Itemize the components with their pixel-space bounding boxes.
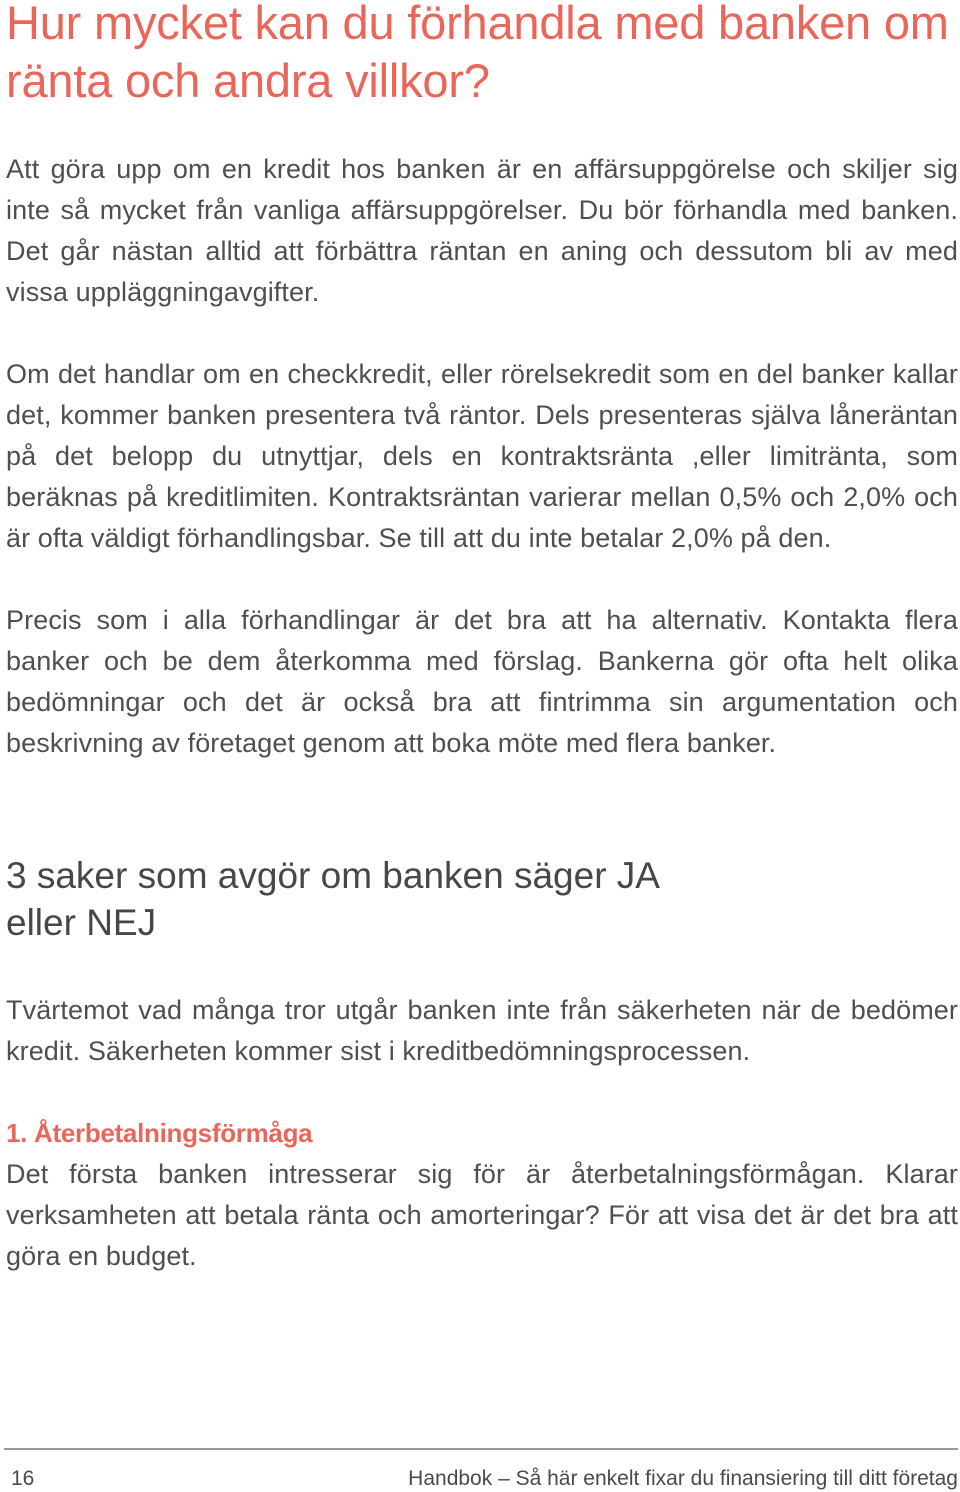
footer-title: Handbok – Så här enkelt fixar du finansiering till ditt företag — [408, 1467, 958, 1490]
page-number: 16 — [11, 1467, 35, 1490]
paragraph-alternatives: Precis som i alla förhandlingar är det bra att ha alternativ. Kontakta flera banker och be dem återkomma med förslag. Bankerna gör ofta helt olika bedömningar och det är också bra att fintrimma sin argumentation och beskrivning av företaget genom att boka möte med flera banker. — [6, 605, 958, 758]
footer-divider — [4, 1448, 958, 1450]
paragraph-checkkredit: Om det handlar om en checkkredit, eller rörelsekredit som en del banker kallar det, kommer banken presentera två räntor. Dels presenteras själva låneräntan på det belopp du utnyttjar, dels en kontraktsränta ,eller limitränta, som beräknas på kreditlimiten. Kontraktsräntan varierar mellan 0,5% och 2,0% och är ofta väldigt förhandlingsbar. Se till att du inte betalar 2,0% på den. — [6, 359, 958, 553]
section-heading: 3 saker som avgör om banken säger JA eller NEJ — [6, 855, 658, 943]
paragraph-negotiation: Att göra upp om en kredit hos banken är en affärsuppgörelse och skiljer sig inte så mycket från vanliga affärsuppgörelser. Du bör förhandla med banken. Det går nästan alltid att förbättra räntan en aning och dessutom bli av med vissa uppläggningavgifter. — [6, 154, 958, 307]
document-page — [6, 0, 958, 1277]
item1-heading: 1. Återbetalningsförmåga — [6, 1118, 313, 1148]
section-intro: Tvärtemot vad många tror utgår banken inte från säkerheten när de bedömer kredit. Säkerheten kommer sist i kreditbedömningsprocessen. — [6, 995, 958, 1066]
item1-text: Det första banken intresserar sig för är återbetalningsförmågan. Klarar verksamheten att betala ränta och amorteringar? För att visa det är det bra att göra en budget. — [6, 1159, 958, 1271]
page-title: Hur mycket kan du förhandla med banken om ränta och andra villkor? — [6, 0, 949, 107]
